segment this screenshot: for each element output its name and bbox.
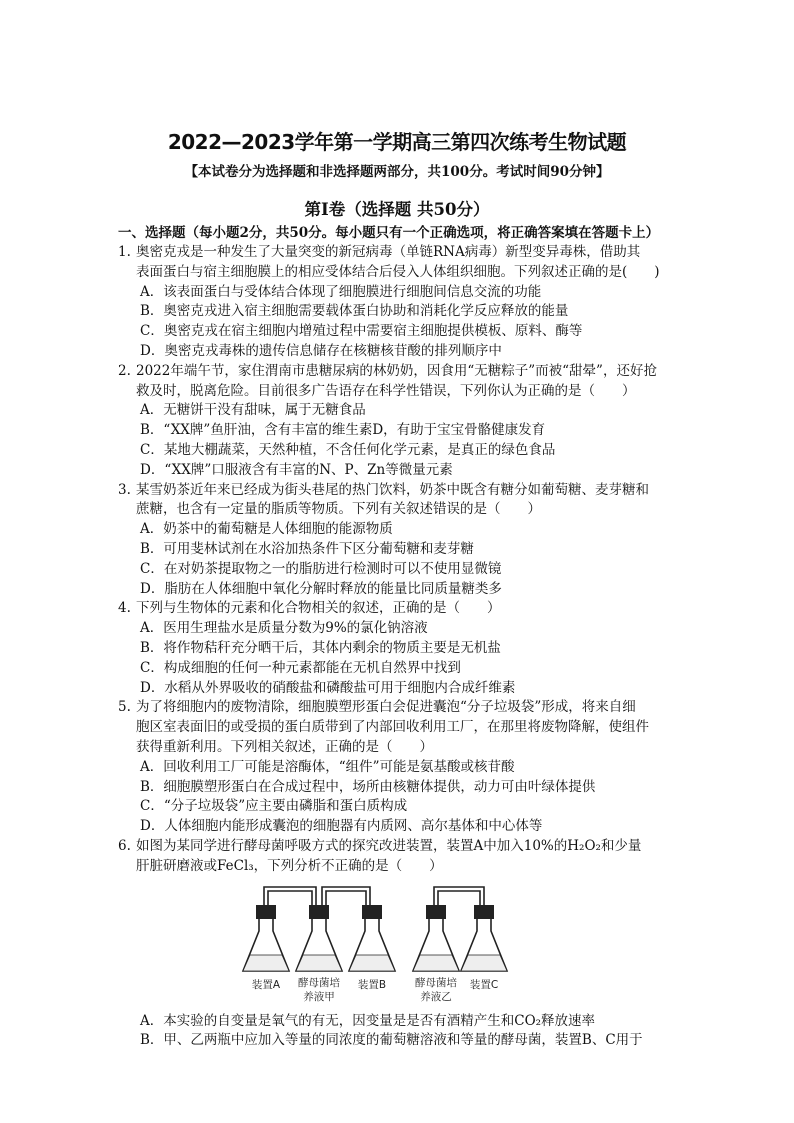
question-stem-line: 救及时，脱离危险。目前很多广告语存在科学性错误，下列你认为正确的是（ ）: [136, 382, 636, 399]
experiment-figure: [118, 877, 678, 1012]
section-title: 第Ⅰ卷（选择题 共50分）: [304, 200, 490, 219]
question-list: [118, 243, 678, 1051]
option-a: A．医用生理盐水是质量分数为9%的氯化钠溶液: [140, 620, 428, 637]
question-5: [118, 698, 678, 837]
question-number: 1.: [118, 244, 131, 260]
label-apparatus-b: 装置B: [357, 978, 387, 991]
question-stem-line: 肝脏研磨液或FeCl₃，下列分析不正确的是（ ）: [136, 857, 443, 874]
question-stem-line: 2022年端午节，家住渭南市患糖尿病的林奶奶，因食用“无糖粽子”而被“甜晕”，还好抢: [136, 362, 657, 379]
part-heading: 一、选择题（每小题2分，共50分。每小题只有一个正确选项，将正确答案填在答题卡上）: [118, 225, 660, 241]
question-stem-line: 表面蛋白与宿主细胞膜上的相应受体结合后侵入人体组织细胞。下列叙述正确的是( ): [136, 263, 660, 280]
option-a: A．该表面蛋白与受体结合体现了细胞膜进行细胞间信息交流的功能: [140, 283, 542, 300]
question-3: [118, 481, 678, 600]
question-stem-line: 为了将细胞内的废物清除，细胞膜塑形蛋白会促进囊泡“分子垃圾袋”形成，将来自细: [136, 699, 636, 716]
flask-a: [243, 905, 289, 971]
flask-b: [349, 905, 395, 971]
exam-title: 2022—2023学年第一学期高三第四次练考生物试题: [167, 130, 627, 154]
exam-note: 【本试卷分为选择题和非选择题两部分，共100分。考试时间90分钟】: [184, 164, 610, 180]
label-apparatus-c: 装置C: [469, 978, 499, 991]
flask-apparatus-diagram: [238, 879, 528, 1009]
question-number: 4.: [118, 600, 131, 617]
option-a: A．无糖饼干没有甜味，属于无糖食品: [140, 402, 366, 419]
option-c: C．在对奶茶提取物之一的脂肪进行检测时可以不使用显微镜: [140, 560, 502, 577]
question-stem-line: 奥密克戎是一种发生了大量突变的新冠病毒（单链RNA病毒）新型变异毒株，借助其: [136, 244, 641, 260]
question-stem-line: 胞区室表面旧的或受损的蛋白质带到了内部回收利用工厂，在那里将废物降解，使组件: [136, 719, 649, 736]
option-a: A．奶茶中的葡萄糖是人体细胞的能源物质: [140, 521, 393, 538]
option-d: D．“XX牌”口服液含有丰富的N、P、Zn等微量元素: [140, 461, 453, 478]
label-yeast-a-line2: 养液甲: [303, 990, 335, 1003]
option-c: C．构成细胞的任何一种元素都能在无机自然界中找到: [140, 659, 461, 676]
flask-yeast-a: [296, 905, 342, 971]
question-number: 6.: [118, 837, 131, 854]
question-stem-line: 蔗糖，也含有一定量的脂质等物质。下列有关叙述错误的是（ ）: [136, 501, 541, 518]
flask-yeast-b: [413, 905, 459, 971]
flask-c: [461, 905, 507, 971]
question-4: [118, 599, 678, 698]
question-stem-line: 获得重新利用。下列相关叙述，正确的是（ ）: [136, 738, 433, 755]
option-d: D．脂肪在人体细胞中氧化分解时释放的能量比同质量糖类多: [140, 580, 502, 597]
question-number: 3.: [118, 481, 131, 498]
question-stem-line: 如图为某同学进行酵母菌呼吸方式的探究改进装置，装置A中加入10%的H₂O₂和少量: [136, 837, 642, 854]
question-2: [118, 362, 678, 481]
option-d: D．奥密克戎毒株的遗传信息储存在核糖核苷酸的排列顺序中: [140, 342, 502, 359]
option-c: C．某地大棚蔬菜，天然种植，不含任何化学元素，是真正的绿色食品: [140, 441, 556, 458]
label-apparatus-a: 装置A: [251, 978, 281, 991]
option-b: B．甲、乙两瓶中应加入等量的同浓度的葡萄糖溶液和等量的酵母菌，装置B、C用于: [140, 1032, 643, 1049]
option-c: C．“分子垃圾袋”应主要由磷脂和蛋白质构成: [140, 798, 408, 815]
label-yeast-b-line2: 养液乙: [420, 990, 452, 1003]
question-stem-line: 下列与生物体的元素和化合物相关的叙述，正确的是（ ）: [136, 600, 501, 617]
option-b: B．细胞膜塑形蛋白在合成过程中，场所由核糖体提供，动力可由叶绿体提供: [140, 778, 596, 795]
option-c: C．奥密克戎在宿主细胞内增殖过程中需要宿主细胞提供模板、原料、酶等: [140, 323, 583, 340]
label-yeast-a-line1: 酵母菌培: [298, 976, 340, 989]
option-b: B．将作物秸秆充分晒干后，其体内剩余的物质主要是无机盐: [140, 639, 501, 656]
label-yeast-b-line1: 酵母菌培: [415, 976, 457, 989]
question-number: 2.: [118, 362, 131, 379]
question-6: [118, 837, 678, 1051]
option-a: A．回收利用工厂可能是溶酶体，“组件”可能是氨基酸或核苷酸: [140, 758, 515, 775]
question-number: 5.: [118, 699, 131, 716]
option-b: B．“XX牌”鱼肝油，含有丰富的维生素D，有助于宝宝骨骼健康发育: [140, 422, 546, 439]
question-1: [118, 243, 678, 362]
option-d: D．水稻从外界吸收的硝酸盐和磷酸盐可用于细胞内合成纤维素: [140, 679, 516, 696]
question-stem-line: 某雪奶茶近年来已经成为街头巷尾的热门饮料，奶茶中既含有糖分如葡萄糖、麦芽糖和: [136, 481, 649, 498]
option-a: A．本实验的自变量是氧气的有无，因变量是是否有酒精产生和CO₂释放速率: [140, 1012, 596, 1029]
option-b: B．可用斐林试剂在水浴加热条件下区分葡萄糖和麦芽糖: [140, 540, 474, 557]
option-d: D．人体细胞内能形成囊泡的细胞器有内质网、高尔基体和中心体等: [140, 818, 543, 835]
option-b: B．奥密克戎进入宿主细胞需要载体蛋白协助和消耗化学反应释放的能量: [140, 303, 569, 320]
